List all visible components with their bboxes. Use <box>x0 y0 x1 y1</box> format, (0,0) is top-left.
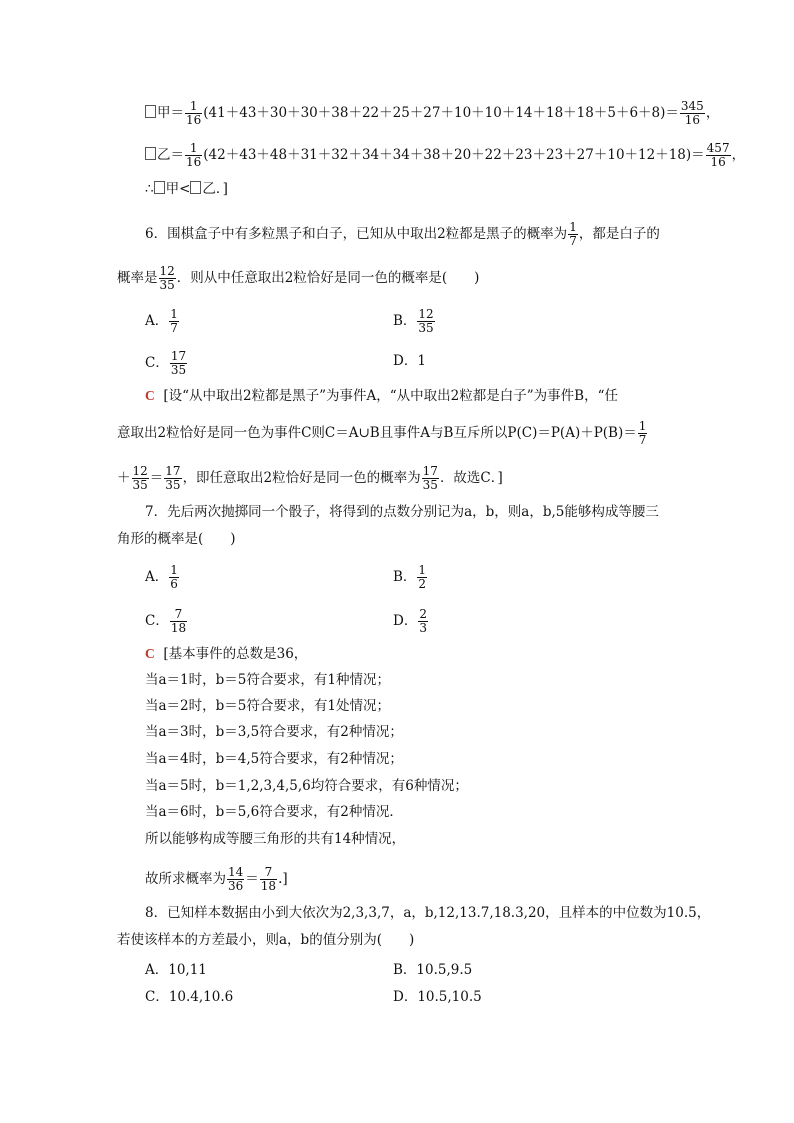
text: 当a＝5时，b＝1,2,3,4,5,6均符合要求，有6种情况； <box>145 778 468 794</box>
q7-solution-line-2 <box>145 697 390 715</box>
q7-solution-line-1 <box>145 671 390 689</box>
q6-option-a <box>145 308 180 335</box>
q6-option-d <box>393 352 426 370</box>
text: (42＋43＋48＋31＋32＋34＋34＋38＋20＋22＋23＋23＋27＋10＋12＋18)＝ <box>203 147 705 163</box>
text: ．则从中任意取出2粒恰好是同一色的概率是( ) <box>176 270 480 286</box>
text: ，即任意取出2粒恰好是同一色的概率为 <box>182 470 421 486</box>
numerator: 17 <box>170 349 187 363</box>
denominator: 16 <box>684 113 700 127</box>
text: ＋ <box>117 470 131 486</box>
fraction <box>170 350 187 377</box>
q7-solution-line-3 <box>145 723 403 741</box>
q6-solution-line-3 <box>117 465 503 492</box>
text: [设“从中取出2粒都是黑子”为事件A，“从中取出2粒都是白子”为事件B，“任 <box>163 388 618 404</box>
denominator: 2 <box>418 577 427 591</box>
text: 若使该样本的方差最小，则a，b的值分别为( ) <box>117 932 415 948</box>
text: 当a＝6时，b＝5,6符合要求，有2种情况． <box>145 804 403 820</box>
q7-stem-line-1 <box>145 503 659 521</box>
q7-solution-line-8 <box>145 866 288 893</box>
text: ＝ <box>245 871 259 887</box>
text: 所以能够构成等腰三角形的共有14种情况， <box>145 831 406 847</box>
denominator: 35 <box>159 278 175 292</box>
fraction <box>680 100 705 127</box>
option-label: A． <box>145 569 169 585</box>
denominator: 16 <box>710 155 726 169</box>
fraction <box>227 866 244 893</box>
q7-option-b <box>393 564 428 591</box>
denominator: 6 <box>170 577 178 591</box>
option-label: C． <box>145 613 169 629</box>
xbar-icon <box>190 181 201 194</box>
text: 当a＝1时，b＝5符合要求，有1种情况； <box>145 672 390 688</box>
denominator: 18 <box>170 621 187 635</box>
numerator: 12 <box>418 307 434 321</box>
q7-option-a <box>145 564 180 591</box>
numerator: 7 <box>260 866 277 880</box>
fraction <box>132 465 149 492</box>
text: ， <box>705 105 720 121</box>
q7-solution-line-4 <box>145 750 403 768</box>
option-label: D． <box>393 613 418 629</box>
text: 6．围棋盒子中有多粒黑子和白子，已知从中取出2粒都是黑子的概率为 <box>145 226 568 242</box>
xbar-icon <box>154 181 165 194</box>
text: [基本事件的总数是36， <box>163 646 308 662</box>
numerator: 1 <box>170 563 178 577</box>
option-label: D．10.5,10.5 <box>393 989 482 1005</box>
text: ＝ <box>149 470 164 486</box>
xbar-icon <box>145 105 156 118</box>
q7-stem-line-2 <box>117 530 236 548</box>
q6-stem-line-1 <box>145 221 660 248</box>
q7-solution-line-5 <box>145 777 468 795</box>
fraction <box>638 420 648 447</box>
fraction <box>159 265 176 292</box>
prev-line-2 <box>145 142 745 169</box>
numerator: 17 <box>165 464 181 478</box>
q6-solution-line-2 <box>117 420 648 447</box>
numerator: 17 <box>422 464 438 478</box>
q8-option-b <box>393 961 472 979</box>
option-label: C． <box>145 355 169 371</box>
numerator: 1 <box>185 100 202 114</box>
q8-option-a <box>145 961 207 979</box>
text: 当a＝3时，b＝3,5符合要求，有2种情况； <box>145 724 403 740</box>
text: 乙．] <box>202 181 228 197</box>
numerator: 2 <box>419 607 427 621</box>
text: 7．先后两次抛掷同一个骰子，将得到的点数分别记为a，b，则a，b,5能够构成等腰三 <box>145 504 659 520</box>
option-label: B． <box>393 313 417 329</box>
denominator: 7 <box>638 433 647 447</box>
q6-option-b <box>393 308 436 335</box>
numerator: 1 <box>569 220 577 234</box>
numerator: 1 <box>185 142 202 156</box>
fraction <box>418 608 428 635</box>
numerator: 7 <box>170 608 187 622</box>
numerator: 457 <box>706 141 730 155</box>
q6-stem-line-2 <box>117 265 479 292</box>
denominator: 35 <box>165 478 181 492</box>
denominator: 35 <box>170 363 187 377</box>
fraction <box>169 308 179 335</box>
fraction <box>170 608 187 635</box>
numerator: 345 <box>680 99 704 113</box>
fraction <box>185 142 202 169</box>
option-label: A． <box>145 313 169 329</box>
option-label: D．1 <box>393 353 426 369</box>
numerator: 12 <box>132 464 148 478</box>
fraction <box>164 465 181 492</box>
fraction <box>417 308 434 335</box>
text: 甲< <box>165 181 191 197</box>
numerator: 1 <box>418 563 427 577</box>
prev-line-1 <box>145 100 719 127</box>
option-label: C．10.4,10.6 <box>145 989 234 1005</box>
denominator: 7 <box>170 321 178 335</box>
q6-option-c <box>145 350 188 377</box>
fraction <box>260 866 277 893</box>
text: 概率是 <box>117 270 158 286</box>
q6-solution-line-1 <box>145 387 618 405</box>
q8-option-d <box>393 988 482 1006</box>
text: 意取出2粒恰好是同一色为事件C则C＝A∪B且事件A与B互斥所以P(C)＝P(A)＋P(B)＝ <box>117 425 637 441</box>
prev-line-3 <box>145 180 228 198</box>
q8-stem-line-1 <box>145 904 710 922</box>
fraction <box>417 564 427 591</box>
q7-option-d <box>393 608 429 635</box>
text: 故所求概率为 <box>145 871 226 887</box>
denominator: 3 <box>419 621 427 635</box>
q7-solution-line-7 <box>145 830 405 848</box>
q7-solution-line-0 <box>145 645 307 663</box>
numerator: 14 <box>228 865 244 879</box>
denominator: 7 <box>569 234 577 248</box>
text: 角形的概率是( ) <box>117 531 236 547</box>
text: ．故选C．] <box>439 470 503 486</box>
q7-solution-line-6 <box>145 803 403 821</box>
fraction <box>568 221 578 248</box>
q7-option-c <box>145 608 188 635</box>
text: 当a＝2时，b＝5符合要求，有1处情况； <box>145 698 390 714</box>
text: (41＋43＋30＋30＋38＋22＋25＋27＋10＋10＋14＋18＋18＋5＋6＋8)＝ <box>203 105 679 121</box>
q8-option-c <box>145 988 233 1006</box>
fraction <box>169 564 179 591</box>
option-label: A．10,11 <box>145 962 207 978</box>
text: 甲＝ <box>157 105 184 121</box>
fraction <box>706 142 731 169</box>
text: .] <box>278 871 288 887</box>
denominator: 18 <box>260 879 277 893</box>
text: 8．已知样本数据由小到大依次为2,3,3,7，a，b,12,13.7,18.3,20，且样本的中位数为10.5， <box>145 905 711 921</box>
denominator: 16 <box>186 113 202 127</box>
denominator: 16 <box>186 155 202 169</box>
denominator: 35 <box>132 478 148 492</box>
denominator: 36 <box>228 879 244 893</box>
numerator: 1 <box>170 307 178 321</box>
xbar-icon <box>145 147 156 160</box>
fraction <box>185 100 202 127</box>
option-label: B．10.5,9.5 <box>393 962 473 978</box>
answer-letter: C <box>145 646 155 661</box>
denominator: 35 <box>422 478 438 492</box>
fraction <box>422 465 439 492</box>
text: 当a＝4时，b＝4,5符合要求，有2种情况； <box>145 751 403 767</box>
option-label: B． <box>393 569 417 585</box>
numerator: 1 <box>638 419 647 433</box>
q8-stem-line-2 <box>117 931 414 949</box>
text: 乙＝ <box>157 147 184 163</box>
denominator: 35 <box>418 321 434 335</box>
text: ，都是白子的 <box>578 226 660 242</box>
numerator: 12 <box>159 264 175 278</box>
text: ， <box>731 147 746 163</box>
answer-letter: C <box>145 388 155 403</box>
text: ∴ <box>145 181 154 197</box>
